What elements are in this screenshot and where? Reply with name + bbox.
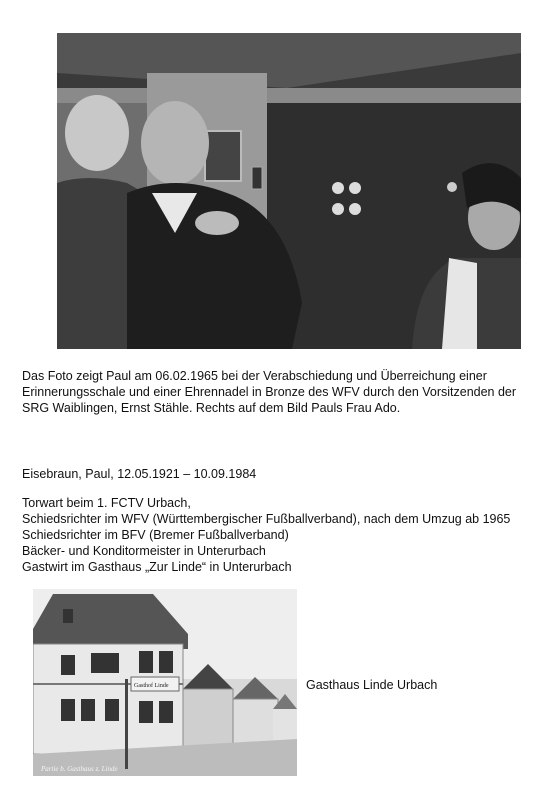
bio-roles	[22, 495, 510, 575]
ceremony-photo	[57, 33, 521, 349]
bio-role: Schiedsrichter im BFV (Bremer Fußballverband)	[22, 528, 289, 542]
bio-role: Bäcker- und Konditormeister in Unterurbach	[22, 544, 266, 558]
caption-line: Das Foto zeigt Paul am 06.02.1965 bei der Verabschiedung und Überreichung einer	[22, 369, 487, 383]
bio-name-dates: Eisebraun, Paul, 12.05.1921 – 10.09.1984	[22, 467, 257, 481]
postcard-caption: Gasthaus Linde Urbach	[306, 678, 438, 692]
caption-line: SRG Waiblingen, Ernst Stähle. Rechts auf dem Bild Pauls Frau Ado.	[22, 401, 401, 415]
postcard-imprint: Partie b. Gasthaus z. Linde	[41, 765, 118, 773]
bio-role: Torwart beim 1. FCTV Urbach,	[22, 496, 191, 510]
gasthaus-postcard-photo	[33, 589, 297, 776]
caption-line: Erinnerungsschale und einer Ehrennadel in Bronze des WFV durch den Vorsitzenden der	[22, 385, 517, 399]
bio-role: Gastwirt im Gasthaus „Zur Linde“ in Unterurbach	[22, 560, 292, 574]
postcard-sign: Gasthof Linde	[134, 683, 169, 689]
bio-role: Schiedsrichter im WFV (Württembergischer Fußballverband), nach dem Umzug ab 1965	[22, 512, 511, 526]
photo-caption	[22, 368, 552, 416]
